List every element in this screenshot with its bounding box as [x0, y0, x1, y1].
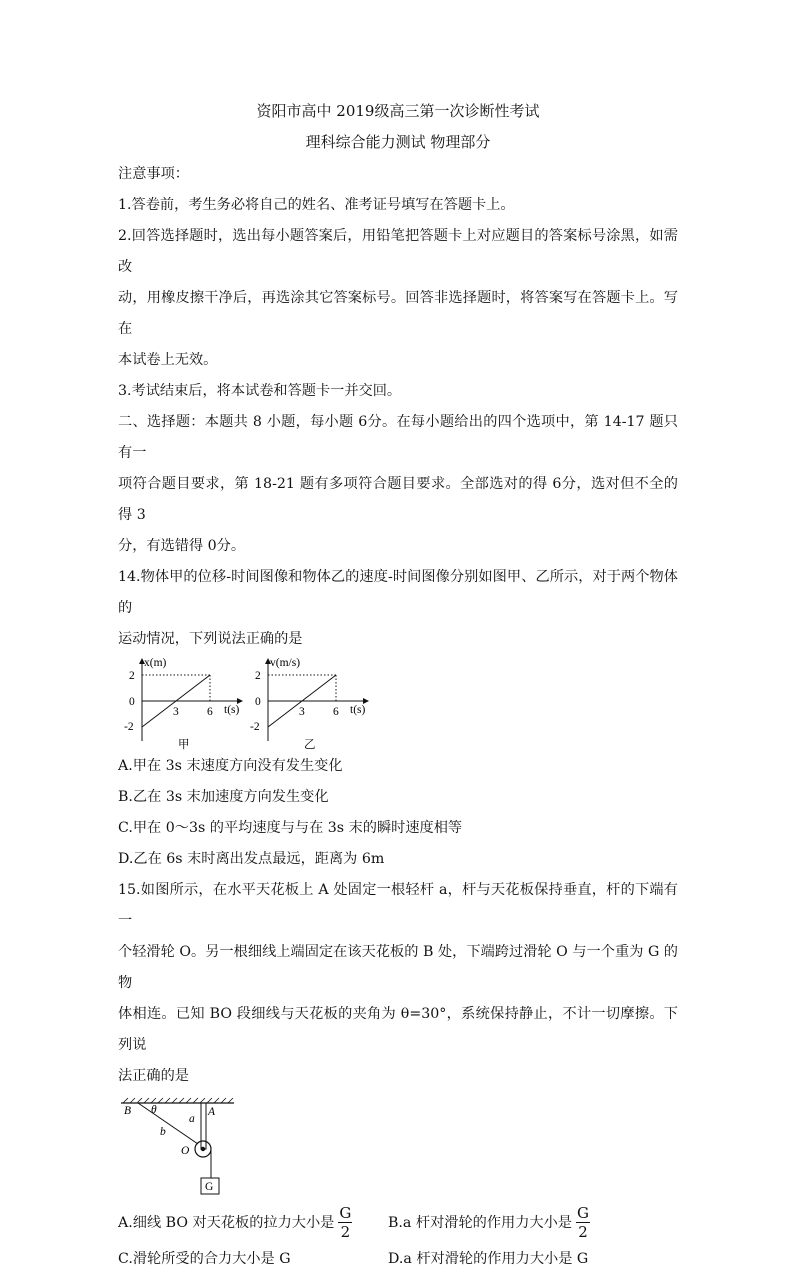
notice-item-3: 3.考试结束后，将本试卷和答题卡一并交回。: [118, 383, 402, 399]
q15-option-d-text: D.a 杆对滑轮的作用力大小是 G: [388, 1251, 589, 1267]
q15-option-c-text: C.滑轮所受的合力大小是 G: [118, 1251, 291, 1267]
fraction-g-over-2: [338, 1204, 352, 1241]
q14-graphs: [118, 655, 678, 751]
x-axis-label: t(s): [350, 704, 366, 716]
q15-option-c: [118, 1248, 388, 1268]
q15-option-d: [388, 1248, 588, 1268]
label-rod-a: a: [189, 1113, 195, 1125]
notice-item-1: 1.答卷前，考生务必将自己的姓名、准考证号填写在答题卡上。: [118, 197, 515, 213]
tick-x-mid: 3: [299, 706, 305, 718]
q14-option-a: A.甲在 3s 末速度方向没有发生变化: [118, 758, 343, 774]
q15-options-row-1: [118, 1202, 678, 1242]
exam-page: [118, 96, 678, 1274]
fraction-g-over-2: [576, 1204, 590, 1241]
notice-item-2-line-3: 本试卷上无效。: [118, 352, 218, 368]
q15-option-b-text: B.a 杆对滑轮的作用力大小是: [388, 1215, 572, 1231]
q14-option-c: C.甲在 0～3s 的平均速度与与在 3s 末的瞬时速度相等: [118, 820, 463, 836]
q15-options-row-2: [118, 1242, 678, 1274]
fraction-denominator: 2: [340, 1222, 351, 1241]
q14-stem-line-1: 14.物体甲的位移-时间图像和物体乙的速度-时间图像分别如图甲、乙所示，对于两个物体的: [118, 569, 678, 616]
q14-option-b: B.乙在 3s 末加速度方向发生变化: [118, 789, 329, 805]
section-2-line-2: 项符合题目要求，第 18-21 题有多项符合题目要求。全部选对的得 6分，选对但不全的得 3: [118, 476, 678, 523]
label-pulley-o: O: [181, 1145, 190, 1157]
y-axis-label: x(m): [144, 657, 167, 669]
notice-item-2-line-2: 动，用橡皮擦干净后，再选涂其它答案标号。回答非选择题时，将答案写在答题卡上。写在: [118, 290, 678, 337]
graph-jia: [120, 655, 250, 751]
tick-y-zero: 0: [255, 696, 261, 708]
label-a-point: A: [208, 1106, 216, 1118]
graph-jia-svg: [120, 655, 250, 751]
q14-option-d: D.乙在 6s 末时离出发点最远，距离为 6m: [118, 851, 385, 867]
graph-yi: [246, 655, 376, 751]
fraction-numerator: G: [576, 1203, 589, 1222]
q15-stem-line-3: 体相连。已知 BO 段细线与天花板的夹角为 θ=30°，系统保持静止，不计一切摩擦。下列说: [118, 1006, 678, 1053]
label-b-point: B: [124, 1105, 132, 1117]
tick-x-end: 6: [207, 706, 213, 718]
q15-stem-line-4: 法正确的是: [118, 1068, 189, 1084]
q15-stem-line-2: 个轻滑轮 O。另一根细线上端固定在该天花板的 B 处，下端跨过滑轮 O 与一个重为 G 的物: [118, 944, 678, 991]
q15-stem-line-1: 15.如图所示，在水平天花板上 A 处固定一根轻杆 a，杆与天花板保持垂直，杆的下端有一: [118, 882, 678, 929]
y-axis-label: v(m/s): [270, 657, 301, 669]
tick-y-top: 2: [129, 670, 135, 682]
label-string-b: b: [160, 1126, 166, 1138]
ceiling-hatch: [123, 1098, 233, 1103]
label-weight-g: G: [205, 1181, 214, 1193]
notice-heading: 注意事项：: [118, 166, 189, 182]
q15-option-a-text: A.细线 BO 对天花板的拉力大小是: [118, 1215, 335, 1231]
tick-x-end: 6: [333, 706, 339, 718]
label-theta: θ: [151, 1104, 157, 1116]
tick-y-top: 2: [255, 670, 261, 682]
exam-subtitle: 理科综合能力测试 物理部分: [305, 133, 491, 151]
graph-yi-svg: [246, 655, 376, 751]
notice-item-2-line-1: 2.回答选择题时，选出每小题答案后，用铅笔把答题卡上对应题目的答案标号涂黑，如需改: [118, 228, 678, 275]
q14-stem-line-2: 运动情况，下列说法正确的是: [118, 631, 303, 647]
tick-y-bottom: -2: [250, 721, 260, 733]
graph-caption: 甲: [178, 739, 190, 751]
exam-title: 资阳市高中 2019级高三第一次诊断性考试: [256, 102, 540, 120]
pulley-diagram: [118, 1096, 248, 1200]
tick-y-zero: 0: [129, 696, 135, 708]
section-2-line-3: 分，有选错得 0分。: [118, 538, 246, 554]
rod-a: [201, 1103, 206, 1149]
tick-y-bottom: -2: [124, 721, 134, 733]
graph-caption: 乙: [304, 739, 316, 751]
pulley-axle: [201, 1147, 205, 1151]
fraction-denominator: 2: [578, 1222, 588, 1241]
fraction-numerator: G: [339, 1203, 352, 1222]
q15-figure: [118, 1096, 678, 1200]
section-2-line-1: 二、选择题：本题共 8 小题，每小题 6分。在每小题给出的四个选项中，第 14-17 题只有一: [118, 414, 678, 461]
q15-option-a: [118, 1204, 388, 1241]
tick-x-mid: 3: [173, 706, 179, 718]
x-axis-label: t(s): [224, 704, 240, 716]
q15-option-b: [388, 1204, 590, 1241]
